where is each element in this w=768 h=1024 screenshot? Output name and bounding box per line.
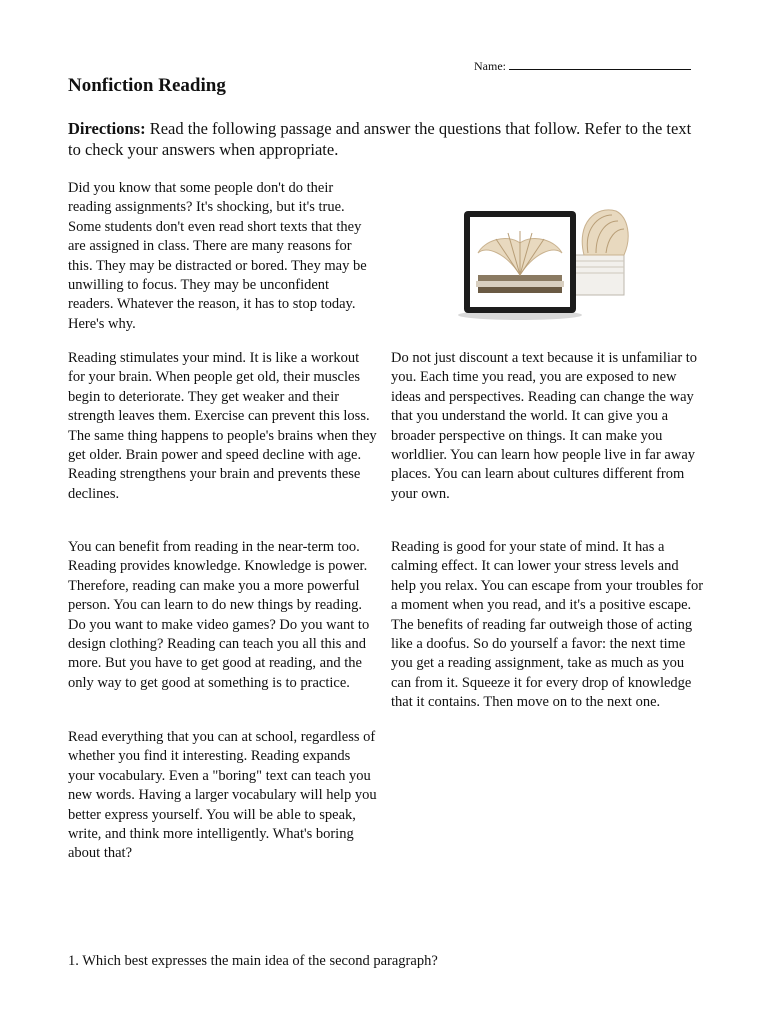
passage-paragraph-2: Reading stimulates your mind. It is like a workout for your brain. When people get old, their muscles begin to deteriorate. They get weaker and their strength leaves them. Exercise can prevent this loss. The same thing happens to people's brains when they get older. Brain power and speed decline with age. Reading strengthens your brain and prevents these declines. bbox=[68, 350, 377, 502]
directions-text: Read the following passage and answer the questions that follow. Refer to the text to check your answers when appropriate. bbox=[68, 119, 692, 159]
name-blank-line[interactable] bbox=[509, 58, 691, 70]
passage-paragraph-3: You can benefit from reading in the near-term too. Reading provides knowledge. Knowledge is power. Therefore, reading can make you a more powerful person. You can learn to do new things by reading. Do you want to make video games? Do you want to design clothing? Reading can teach you all this and more. But you have to get good at reading, and the only way to get good at something is to practice. bbox=[68, 539, 370, 691]
passage-paragraph-5: Do not just discount a text because it is unfamiliar to you. Each time you read, you are exposed to new ideas and perspectives. Reading can change the way that you understand the world. It can give you a broader perspective on things. It can make you worldlier. You can learn how people live in far away places. You can learn about cultures different from your own. bbox=[391, 350, 698, 502]
passage-paragraph-4: Read everything that you can at school, regardless of whether you find it interesting. Reading expands your vocabulary. Even a "boring" text can teach you new words. Having a larger vocabulary will help you better express yourself. You will be able to speak, write, and think more intelligently. What's boring about that? bbox=[68, 729, 377, 862]
name-field[interactable] bbox=[474, 58, 691, 73]
passage-paragraph-6: Reading is good for your state of mind. It has a calming effect. It can lower your stress levels and help you relax. You can escape from your troubles for a moment when you read, and it's a positive escape. The benefits of reading far outweigh those of acting like a doofus. So do yourself a favor: the next time you get a reading assignment, take as much as you can from it. Squeeze it for every drop of knowledge that it contains. Then move on to the next one. bbox=[391, 539, 704, 711]
passage-paragraph-1: Did you know that some people don't do their reading assignments? It's shocking, but it's true. Some students don't even read short texts that they are assigned in class. There are many reasons for this. They may be distracted or bored. They may be unwilling to focus. They may be unconfident readers. Whatever the reason, it has to stop today. Here's why. bbox=[68, 180, 367, 332]
question-1: 1. Which best expresses the main idea of the second paragraph? bbox=[68, 953, 438, 969]
tablet-with-open-books-icon bbox=[456, 193, 636, 321]
directions-label: Directions: bbox=[68, 119, 146, 138]
name-label: Name: bbox=[474, 59, 506, 73]
directions bbox=[68, 118, 708, 160]
page-title: Nonfiction Reading bbox=[68, 75, 226, 96]
